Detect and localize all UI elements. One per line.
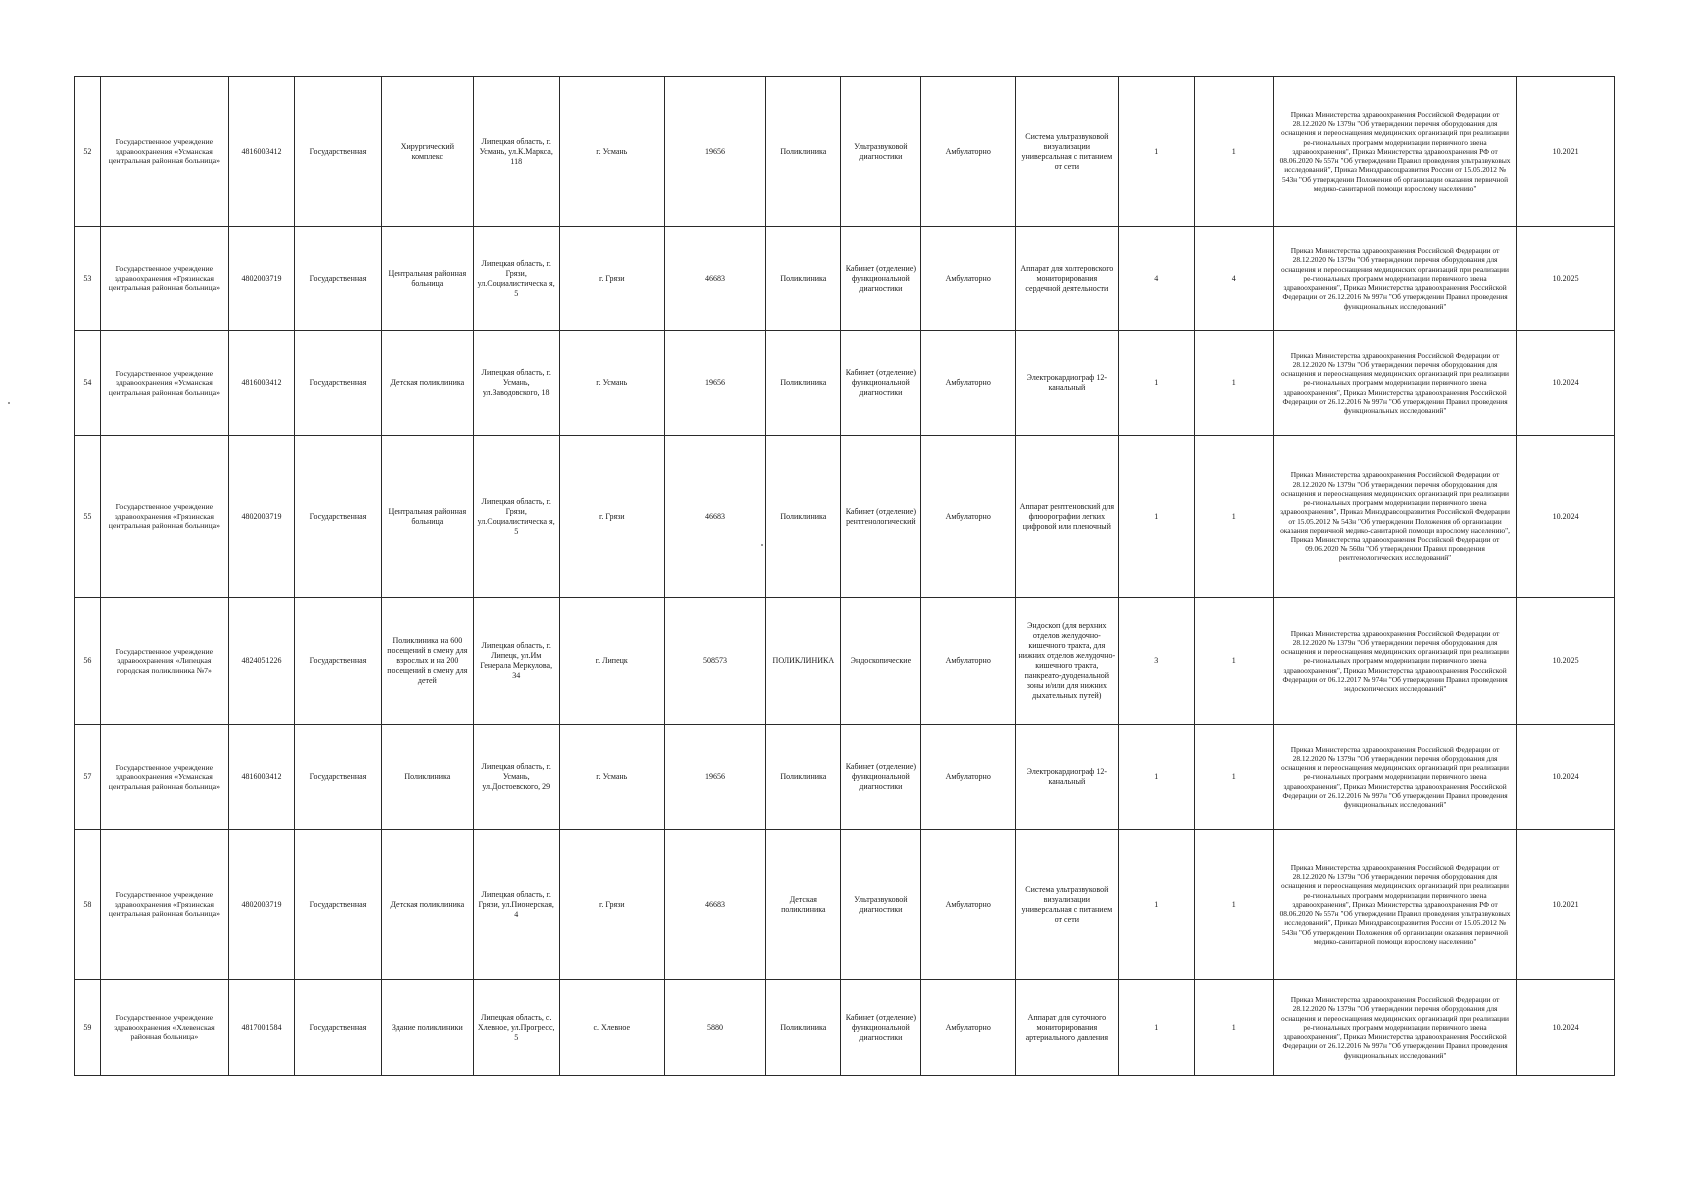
settlement-cell: г. Усмань — [559, 77, 664, 227]
legal-basis-cell: Приказ Министерства здравоохранения Российской Федерации от 28.12.2020 № 1379н "Об утверждении перечня оборудования для оснащения и переоснащения медицинских организаций при реализации ре-гиональных программ модернизации первичного звена здравоохранения", Приказ Министерства здравоохранения РФ от 08.06.2020 № 557н "Об утверждении Правил проведения ультразвуковых исследований", Приказ Минздравсоцразвития России от 15.05.2012 № 543н "Об утверждении Положения об организации оказания первичной медико-санитарной помощи взрослому населению" — [1273, 77, 1516, 227]
table-row — [75, 830, 1615, 980]
inn-cell: 4817001584 — [229, 980, 295, 1076]
date-cell: 10.2025 — [1517, 227, 1615, 331]
population-cell: 46683 — [664, 227, 766, 331]
quantity-total-cell: 3 — [1118, 598, 1194, 725]
equipment-cell: Система ультразвуковой визуализации универсальная с питанием от сети — [1015, 77, 1118, 227]
legal-basis-cell: Приказ Министерства здравоохранения Российской Федерации от 28.12.2020 № 1379н "Об утверждении перечня оборудования для оснащения и переоснащения медицинских организаций при реализации ре-гиональных программ модернизации первичного звена здравоохранения", Приказ Министерства здравоохранения Российской Федерации от 26.12.2016 № 997н "Об утверждении Правил проведения функциональных исследований" — [1273, 980, 1516, 1076]
address-cell: Липецкая область, г. Грязи, ул.Пионерская, 4 — [473, 830, 559, 980]
settlement-cell: г. Усмань — [559, 725, 664, 830]
care-type-cell: Амбулаторно — [921, 331, 1016, 436]
organization-cell: Государственное учреждение здравоохранения «Грязинская центральная районная больница» — [100, 227, 228, 331]
unit-type-cell: Детская поликлиника — [766, 830, 841, 980]
building-cell: Хирургический комплекс — [382, 77, 473, 227]
organization-cell: Государственное учреждение здравоохранения «Липецкая городская поликлиника №7» — [100, 598, 228, 725]
equipment-cell: Аппарат для холтеровского мониторирования сердечной деятельности — [1015, 227, 1118, 331]
care-type-cell: Амбулаторно — [921, 598, 1016, 725]
care-type-cell: Амбулаторно — [921, 830, 1016, 980]
row-number-cell: 58 — [75, 830, 101, 980]
legal-basis-cell: Приказ Министерства здравоохранения Российской Федерации от 28.12.2020 № 1379н "Об утверждении перечня оборудования для оснащения и переоснащения медицинских организаций при реализации ре-гиональных программ модернизации первичного звена здравоохранения", Приказ Министерства здравоохранения Российской Федерации от 06.12.2017 № 974н "Об утверждении Правил проведения эндоскопических исследований" — [1273, 598, 1516, 725]
ownership-form-cell: Государственная — [294, 331, 381, 436]
quantity-total-cell: 1 — [1118, 436, 1194, 598]
organization-cell: Государственное учреждение здравоохранения «Грязинская центральная районная больница» — [100, 436, 228, 598]
row-number-cell: 59 — [75, 980, 101, 1076]
equipment-cell: Аппарат рентгеновский для флюорографии легких цифровой или пленочный — [1015, 436, 1118, 598]
quantity-purchase-cell: 1 — [1194, 598, 1273, 725]
equipment-table — [74, 76, 1615, 1076]
table-row — [75, 598, 1615, 725]
address-cell: Липецкая область, г. Усмань, ул.К.Маркса, 118 — [473, 77, 559, 227]
unit-type-cell: Поликлиника — [766, 436, 841, 598]
department-cell: Ультразвуковой диагностики — [841, 830, 921, 980]
quantity-total-cell: 1 — [1118, 725, 1194, 830]
settlement-cell: г. Грязи — [559, 830, 664, 980]
row-number-cell: 52 — [75, 77, 101, 227]
row-number-cell: 54 — [75, 331, 101, 436]
quantity-purchase-cell: 1 — [1194, 331, 1273, 436]
quantity-total-cell: 4 — [1118, 227, 1194, 331]
date-cell: 10.2021 — [1517, 830, 1615, 980]
department-cell: Эндоскопические — [841, 598, 921, 725]
unit-type-cell: Поликлиника — [766, 331, 841, 436]
ownership-form-cell: Государственная — [294, 598, 381, 725]
equipment-cell: Электрокардиограф 12-канальный — [1015, 331, 1118, 436]
population-cell: 46683 — [664, 830, 766, 980]
date-cell: 10.2021 — [1517, 77, 1615, 227]
ownership-form-cell: Государственная — [294, 436, 381, 598]
equipment-cell: Электрокардиограф 12-канальный — [1015, 725, 1118, 830]
unit-type-cell: Поликлиника — [766, 77, 841, 227]
unit-type-cell: Поликлиника — [766, 980, 841, 1076]
legal-basis-cell: Приказ Министерства здравоохранения Российской Федерации от 28.12.2020 № 1379н "Об утверждении перечня оборудования для оснащения и переоснащения медицинских организаций при реализации ре-гиональных программ модернизации первичного звена здравоохранения", Приказ Минздравсоцразвития Российской Федерации от 15.05.2012 № 543н "Об утверждении Положения об организации оказания первичной медико-санитарной помощи взрослому населению", Приказ Министерства здравоохранения Российской Федерации от 09.06.2020 № 560н "Об утверждении Правил проведения рентгенологических исследований" — [1273, 436, 1516, 598]
building-cell: Поликлиника на 600 посещений в смену для взрослых и на 200 посещений в смену для детей — [382, 598, 473, 725]
quantity-purchase-cell: 1 — [1194, 830, 1273, 980]
unit-type-cell: Поликлиника — [766, 227, 841, 331]
inn-cell: 4802003719 — [229, 830, 295, 980]
settlement-cell: г. Грязи — [559, 227, 664, 331]
organization-cell: Государственное учреждение здравоохранения «Усманская центральная районная больница» — [100, 725, 228, 830]
table-row — [75, 436, 1615, 598]
unit-type-cell: Поликлиника — [766, 725, 841, 830]
address-cell: Липецкая область, с. Хлевное, ул.Прогресс, 5 — [473, 980, 559, 1076]
population-cell: 19656 — [664, 725, 766, 830]
quantity-purchase-cell: 1 — [1194, 436, 1273, 598]
ownership-form-cell: Государственная — [294, 227, 381, 331]
scan-speck — [8, 402, 10, 404]
care-type-cell: Амбулаторно — [921, 227, 1016, 331]
date-cell: 10.2025 — [1517, 598, 1615, 725]
inn-cell: 4824051226 — [229, 598, 295, 725]
address-cell: Липецкая область, г. Липецк, ул.Им Генерала Меркулова, 34 — [473, 598, 559, 725]
table-row — [75, 77, 1615, 227]
date-cell: 10.2024 — [1517, 725, 1615, 830]
table-row — [75, 227, 1615, 331]
quantity-total-cell: 1 — [1118, 77, 1194, 227]
table-row — [75, 725, 1615, 830]
legal-basis-cell: Приказ Министерства здравоохранения Российской Федерации от 28.12.2020 № 1379н "Об утверждении перечня оборудования для оснащения и переоснащения медицинских организаций при реализации ре-гиональных программ модернизации первичного звена здравоохранения", Приказ Министерства здравоохранения Российской Федерации от 26.12.2016 № 997н "Об утверждении Правил проведения функциональных исследований" — [1273, 725, 1516, 830]
inn-cell: 4816003412 — [229, 77, 295, 227]
ownership-form-cell: Государственная — [294, 725, 381, 830]
settlement-cell: г. Липецк — [559, 598, 664, 725]
date-cell: 10.2024 — [1517, 436, 1615, 598]
row-number-cell: 53 — [75, 227, 101, 331]
table-row — [75, 980, 1615, 1076]
inn-cell: 4802003719 — [229, 436, 295, 598]
building-cell: Центральная районная больница — [382, 436, 473, 598]
building-cell: Центральная районная больница — [382, 227, 473, 331]
care-type-cell: Амбулаторно — [921, 725, 1016, 830]
quantity-total-cell: 1 — [1118, 830, 1194, 980]
row-number-cell: 56 — [75, 598, 101, 725]
ownership-form-cell: Государственная — [294, 980, 381, 1076]
settlement-cell: с. Хлевное — [559, 980, 664, 1076]
legal-basis-cell: Приказ Министерства здравоохранения Российской Федерации от 28.12.2020 № 1379н "Об утверждении перечня оборудования для оснащения и переоснащения медицинских организаций при реализации ре-гиональных программ модернизации первичного звена здравоохранения", Приказ Министерства здравоохранения РФ от 08.06.2020 № 557н "Об утверждении Правил проведения ультразвуковых исследований", Приказ Минздравсоцразвития России от 15.05.2012 № 543н "Об утверждении Положения об организации оказания первичной медико-санитарной помощи взрослому населению" — [1273, 830, 1516, 980]
department-cell: Кабинет (отделение) функциональной диагностики — [841, 725, 921, 830]
row-number-cell: 55 — [75, 436, 101, 598]
department-cell: Кабинет (отделение) функциональной диагностики — [841, 331, 921, 436]
organization-cell: Государственное учреждение здравоохранения «Хлевенская районная больница» — [100, 980, 228, 1076]
unit-type-cell: ПОЛИКЛИНИКА — [766, 598, 841, 725]
legal-basis-cell: Приказ Министерства здравоохранения Российской Федерации от 28.12.2020 № 1379н "Об утверждении перечня оборудования для оснащения и переоснащения медицинских организаций при реализации ре-гиональных программ модернизации первичного звена здравоохранения", Приказ Министерства здравоохранения Российской Федерации от 26.12.2016 № 997н "Об утверждении Правил проведения функциональных исследований" — [1273, 331, 1516, 436]
quantity-purchase-cell: 1 — [1194, 725, 1273, 830]
inn-cell: 4802003719 — [229, 227, 295, 331]
care-type-cell: Амбулаторно — [921, 77, 1016, 227]
population-cell: 508573 — [664, 598, 766, 725]
inn-cell: 4816003412 — [229, 725, 295, 830]
quantity-total-cell: 1 — [1118, 980, 1194, 1076]
building-cell: Здание поликлиники — [382, 980, 473, 1076]
quantity-total-cell: 1 — [1118, 331, 1194, 436]
table-row — [75, 331, 1615, 436]
address-cell: Липецкая область, г. Грязи, ул.Социалистическа я, 5 — [473, 227, 559, 331]
legal-basis-cell: Приказ Министерства здравоохранения Российской Федерации от 28.12.2020 № 1379н "Об утверждении перечня оборудования для оснащения и переоснащения медицинских организаций при реализации ре-гиональных программ модернизации первичного звена здравоохранения", Приказ Министерства здравоохранения Российской Федерации от 26.12.2016 № 997н "Об утверждении Правил проведения функциональных исследований" — [1273, 227, 1516, 331]
scan-speck — [761, 544, 763, 546]
quantity-purchase-cell: 4 — [1194, 227, 1273, 331]
address-cell: Липецкая область, г. Усмань, ул.Достоевского, 29 — [473, 725, 559, 830]
organization-cell: Государственное учреждение здравоохранения «Грязинская центральная районная больница» — [100, 830, 228, 980]
population-cell: 19656 — [664, 331, 766, 436]
organization-cell: Государственное учреждение здравоохранения «Усманская центральная районная больница» — [100, 77, 228, 227]
building-cell: Детская поликлиника — [382, 830, 473, 980]
equipment-cell: Эндоскоп (для верхних отделов желудочно-кишечного тракта, для нижних отделов желудочно-кишечного тракта, панкреато-дуоденальной зоны и/или для нижних дыхательных путей) — [1015, 598, 1118, 725]
population-cell: 5880 — [664, 980, 766, 1076]
department-cell: Ультразвуковой диагностики — [841, 77, 921, 227]
address-cell: Липецкая область, г. Грязи, ул.Социалистическа я, 5 — [473, 436, 559, 598]
quantity-purchase-cell: 1 — [1194, 77, 1273, 227]
ownership-form-cell: Государственная — [294, 77, 381, 227]
department-cell: Кабинет (отделение) функциональной диагностики — [841, 980, 921, 1076]
ownership-form-cell: Государственная — [294, 830, 381, 980]
quantity-purchase-cell: 1 — [1194, 980, 1273, 1076]
settlement-cell: г. Усмань — [559, 331, 664, 436]
building-cell: Детская поликлиника — [382, 331, 473, 436]
population-cell: 46683 — [664, 436, 766, 598]
address-cell: Липецкая область, г. Усмань, ул.Заводовского, 18 — [473, 331, 559, 436]
table-body — [75, 77, 1615, 1076]
date-cell: 10.2024 — [1517, 980, 1615, 1076]
settlement-cell: г. Грязи — [559, 436, 664, 598]
organization-cell: Государственное учреждение здравоохранения «Усманская центральная районная больница» — [100, 331, 228, 436]
date-cell: 10.2024 — [1517, 331, 1615, 436]
building-cell: Поликлиника — [382, 725, 473, 830]
row-number-cell: 57 — [75, 725, 101, 830]
population-cell: 19656 — [664, 77, 766, 227]
inn-cell: 4816003412 — [229, 331, 295, 436]
care-type-cell: Амбулаторно — [921, 436, 1016, 598]
department-cell: Кабинет (отделение) рентгенологический — [841, 436, 921, 598]
care-type-cell: Амбулаторно — [921, 980, 1016, 1076]
department-cell: Кабинет (отделение) функциональной диагностики — [841, 227, 921, 331]
equipment-cell: Система ультразвуковой визуализации универсальная с питанием от сети — [1015, 830, 1118, 980]
equipment-cell: Аппарат для суточного мониторирования артериального давления — [1015, 980, 1118, 1076]
